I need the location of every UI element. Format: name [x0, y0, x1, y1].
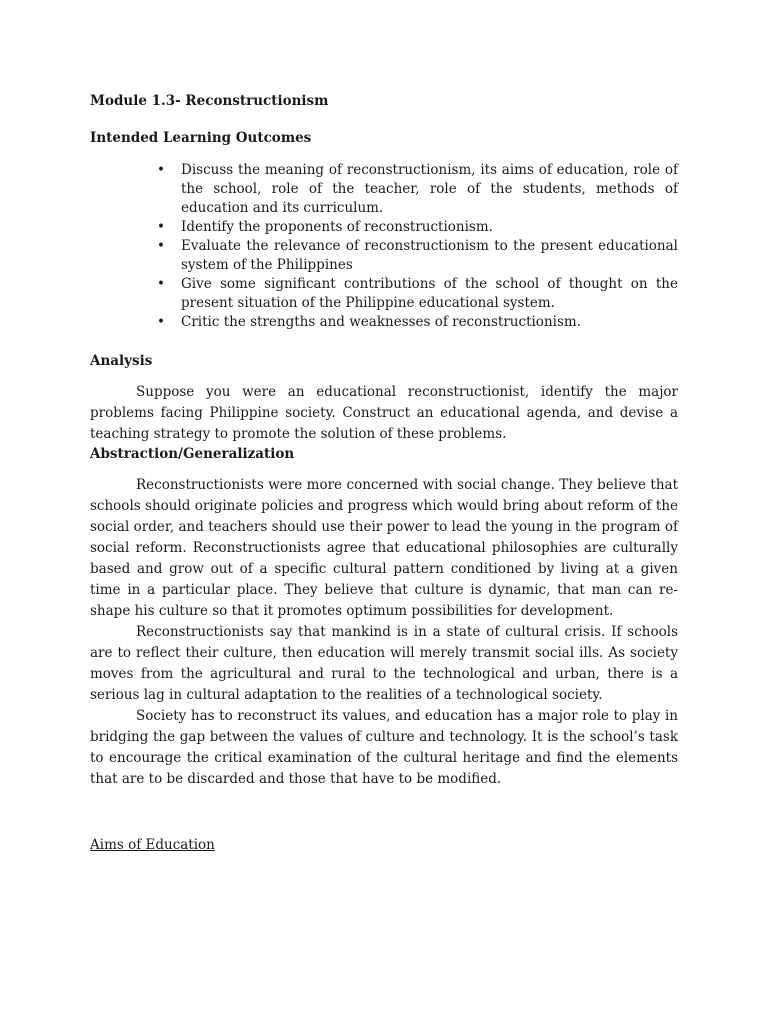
- bullet-icon: •: [157, 162, 165, 178]
- outcome-text: Evaluate the relevance of reconstructionism to the present educational system of the Philippines: [181, 238, 678, 273]
- analysis-heading: Analysis: [90, 353, 153, 369]
- outcome-text: Give some significant contributions of the school of thought on the present situation of the Philippine educational system.: [181, 276, 678, 311]
- aims-of-education-heading: Aims of Education: [90, 837, 215, 853]
- bullet-icon: •: [157, 219, 165, 235]
- analysis-paragraph: Suppose you were an educational reconstructionist, identify the major problems facing Philippine society. Construct an educational agenda, and devise a teaching strategy to promote the solution of these problems.: [90, 384, 678, 442]
- bullet-icon: •: [157, 314, 165, 330]
- list-item: [90, 218, 678, 237]
- list-item: [90, 275, 678, 313]
- outcome-text: Discuss the meaning of reconstructionism, its aims of education, role of the school, role of the teacher, role of the students, methods of education and its curriculum.: [181, 162, 678, 216]
- module-title: Module 1.3- Reconstructionism: [90, 93, 329, 109]
- abstraction-paragraph: Reconstructionists say that mankind is in a state of cultural crisis. If schools are to reflect their culture, then education will merely transmit social ills. As society moves from the agricultural and rural to the technological and urban, there is a serious lag in cultural adaptation to the realities of a technological society.: [90, 624, 678, 703]
- list-item: [90, 161, 678, 218]
- abstraction-paragraph: Reconstructionists were more concerned with social change. They believe that schools should originate policies and progress which would bring about reform of the social order, and teachers should use their power to lead the young in the program of social reform. Reconstructionists agree that educational philosophies are culturally based and grow out of a specific cultural pattern conditioned by living at a given time in a particular place. They believe that culture is dynamic, that man can re-shape his culture so that it promotes optimum possibilities for development.: [90, 477, 678, 619]
- outcome-text: Critic the strengths and weaknesses of reconstructionism.: [181, 314, 581, 330]
- bullet-icon: •: [157, 238, 165, 254]
- list-item: [90, 237, 678, 275]
- learning-outcomes-list: [90, 161, 678, 332]
- bullet-icon: •: [157, 276, 165, 292]
- learning-outcomes-heading: Intended Learning Outcomes: [90, 130, 312, 146]
- list-item: [90, 313, 678, 332]
- outcome-text: Identify the proponents of reconstructionism.: [181, 219, 493, 235]
- document-page: [90, 92, 678, 854]
- abstraction-heading: Abstraction/Generalization: [90, 446, 295, 462]
- abstraction-paragraph: Society has to reconstruct its values, and education has a major role to play in bridging the gap between the values of culture and technology. It is the school’s task to encourage the critical examination of the cultural heritage and find the elements that are to be discarded and those that have to be modified.: [90, 708, 678, 787]
